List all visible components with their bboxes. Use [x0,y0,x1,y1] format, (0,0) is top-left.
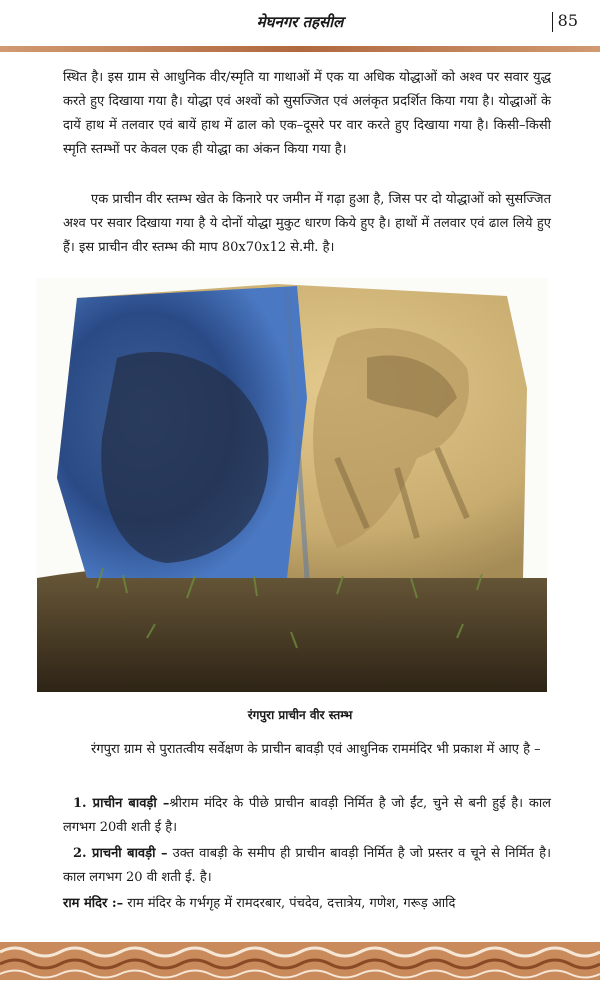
paragraph-4 [63,792,551,840]
figure-caption: रंगपुरा प्राचीन वीर स्तम्भ [247,708,353,722]
item-1-text: श्रीराम मंदिर के पीछे प्राचीन बावड़ी निर्मित है जो ईंट, चुने से बनी हुई है। काल लगभग 20वी शती ई है। [63,796,551,835]
paragraph-2: एक प्राचीन वीर स्तम्भ खेत के किनारे पर जमीन में गढ़ा हुआ है, जिस पर दो योद्धाओं को सुसज्जित अश्व पर सवार दिखाया गया है ये दोनों योद्धा मुकुट धारण किये हुए है। हाथों में तलवार एवं ढाल लिये हुए हैं। इस प्राचीन वीर स्तम्भ की माप 80x70x12 से.मी. है। [63,192,551,255]
item-1-label: 1. प्राचीन बावड़ी – [73,796,170,811]
decorative-footer-border [0,942,600,980]
page-number: 85 [557,11,578,30]
ram-mandir-label: राम मंदिर :– [63,896,124,911]
item-2-label: 2. प्राचनी बावड़ी – [73,846,168,861]
ram-mandir-text: राम मंदिर के गर्भगृह में रामदरबार, पंचदेव, दत्तात्रेय, गणेश, गरूड़ आदि [123,896,456,911]
paragraph-6 [63,892,551,916]
hero-stone-illustration [37,278,547,692]
footer-wave-pattern [0,942,600,980]
hero-stone-photo [37,278,547,692]
paragraph-5 [63,842,551,890]
page-header [0,0,600,46]
paragraph-3: रंगपुरा ग्राम से पुरातत्वीय सर्वेक्षण के प्राचीन बावड़ी एवं आधुनिक राममंदिर भी प्रकाश में आए है – [91,742,541,757]
running-header-title: मेघनगर तहसील [256,13,344,31]
header-rule [0,46,600,52]
paragraph-1: स्थित है। इस ग्राम से आधुनिक वीर/स्मृति या गाथाओं में एक या अधिक योद्धाओं को अश्व पर सवार युद्ध करते हुए दिखाया गया है। योद्धा एवं अश्वों को सुसज्जित एवं अलंकृत प्रदर्शित किया गया है। योद्धाओं के दायें हाथ में तलवार एवं बायें हाथ में ढाल को एक–दूसरे पर वार करते हुए दिखाया गया है। किसी–किसी स्मृति स्तम्भों पर केवल एक ही योद्धा का अंकन किया गया है। [63,70,551,157]
item-2-text: उक्त वाबड़ी के समीप ही प्राचीन बावड़ी निर्मित है जो प्रस्तर व चूने से निर्मित है। काल लगभग 20 वी शती ई. है। [63,846,551,885]
